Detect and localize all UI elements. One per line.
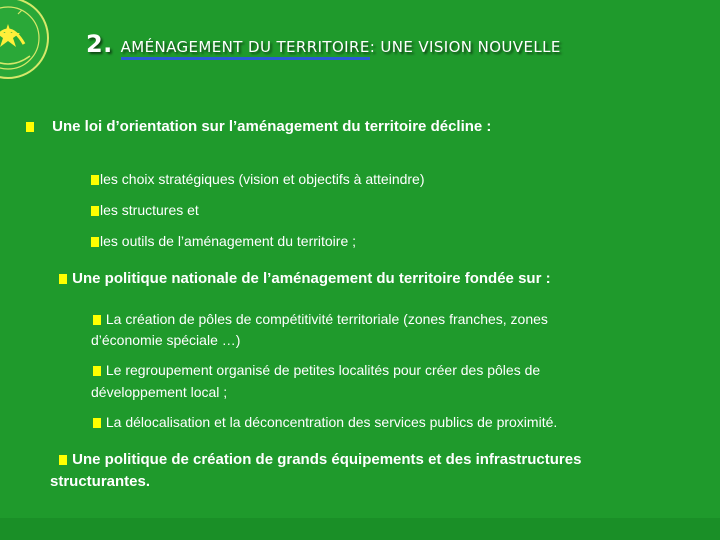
sub-bullet-text: La création de pôles de compétitivité territoriale (zones franches, zones <box>105 311 548 327</box>
bullet-text: Une politique nationale de l’aménagement du territoire fondée sur : <box>72 270 551 287</box>
bullet-icon <box>93 315 101 325</box>
bullet-icon <box>91 175 99 185</box>
bullet-continuation: structurantes. <box>50 473 151 490</box>
sub-bullet-item <box>91 414 557 430</box>
bullet-item <box>59 270 551 287</box>
slide-title <box>86 30 561 58</box>
sub-bullet-text: les choix stratégiques (vision et objectifs à atteindre) <box>100 171 425 187</box>
bullet-icon <box>59 455 67 465</box>
bullet-item <box>26 118 491 135</box>
bullet-icon <box>93 366 101 376</box>
title-main: AMÉNAGEMENT DU TERRITOIRE <box>121 38 370 60</box>
bullet-icon <box>26 122 34 132</box>
bullet-icon <box>91 237 99 247</box>
bullet-text: Une loi d’orientation sur l’aménagement du territoire décline : <box>52 118 492 135</box>
title-number: 2. <box>86 30 113 58</box>
national-seal-icon <box>0 0 50 90</box>
bullet-item <box>59 451 581 468</box>
bullet-icon <box>59 274 67 284</box>
sub-bullet-text: les structures et <box>100 202 199 218</box>
sub-bullet-item <box>91 171 425 187</box>
sub-bullet-text: La délocalisation et la déconcentration des services publics de proximité. <box>105 414 558 430</box>
bullet-text: Une politique de création de grands équipements et des infrastructures <box>72 451 582 468</box>
sub-bullet-continuation: d’économie spéciale …) <box>91 332 241 348</box>
sub-bullet-item <box>91 233 356 249</box>
sub-bullet-item <box>91 362 540 378</box>
title-subtitle: : UNE VISION NOUVELLE <box>369 38 561 56</box>
bullet-icon <box>93 418 101 428</box>
bottom-bar <box>0 518 720 540</box>
sub-bullet-text: les outils de l’aménagement du territoire ; <box>100 233 357 249</box>
sub-bullet-item <box>91 311 548 327</box>
sub-bullet-item <box>91 202 199 218</box>
bullet-icon <box>91 206 99 216</box>
sub-bullet-continuation: développement local ; <box>91 384 228 400</box>
sub-bullet-text: Le regroupement organisé de petites localités pour créer des pôles de <box>105 362 541 378</box>
